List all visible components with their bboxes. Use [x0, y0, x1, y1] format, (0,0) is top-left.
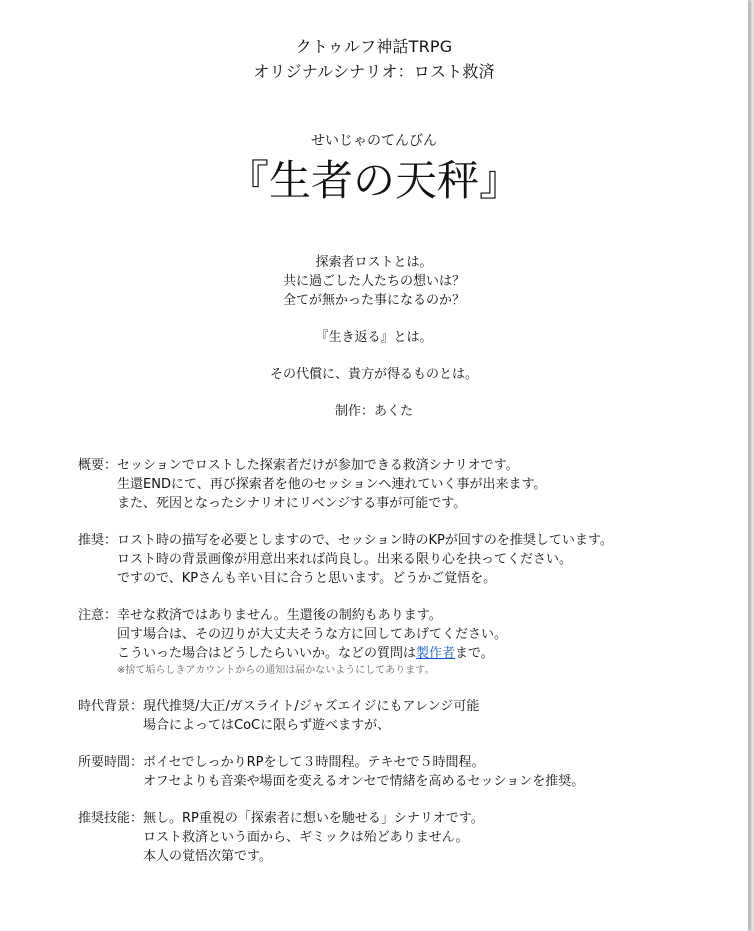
system-name: クトゥルフ神話TRPG	[295, 37, 453, 56]
intro-line: 全てが無かった事になるのか？	[282, 293, 465, 308]
section-line: 回す場合は、その辺りが大丈夫そうな方に回してあげてください。	[117, 627, 508, 642]
era-section	[78, 697, 718, 735]
section-label: 概要：	[78, 458, 118, 473]
section-line: 無し。RP重視の「探索者に想いを馳せる」シナリオです。	[143, 811, 484, 826]
intro-line: 探索者ロストとは。	[315, 255, 433, 270]
question-prefix: こういった場合はどうしたらいいか。などの質問は	[117, 646, 417, 661]
recommend-section	[78, 531, 718, 588]
section-line: 本人の覚悟次第です。	[143, 849, 272, 864]
scenario-details	[78, 456, 718, 884]
section-label: 推奨：	[78, 533, 118, 548]
section-label: 所要時間：	[78, 755, 144, 770]
section-line: ロスト救済という面から、ギミックは殆どありません。	[143, 830, 469, 845]
section-line: 現代推奨/大正/ガスライト/ジャズエイジにもアレンジ可能	[143, 699, 480, 714]
section-line: オフセよりも音楽や場面を変えるオンセで情緒を高めるセッションを推奨。	[143, 774, 585, 789]
section-line: 幸せな救済ではありません。生還後の制約もあります。	[117, 608, 442, 623]
section-label: 注意：	[78, 608, 118, 623]
overview-section	[78, 456, 718, 513]
author-contact-link[interactable]: 製作者	[416, 646, 456, 661]
question-suffix: まで。	[455, 646, 494, 661]
caution-note: ※捨て垢らしきアカウントからの通知は届かないようにしてあります。	[117, 665, 435, 676]
skills-section	[78, 809, 718, 866]
section-line: ロスト時の描写を必要としますので、セッション時のKPが回すのを推奨しています。	[117, 533, 613, 548]
section-line: また、死因となったシナリオにリベンジする事が可能です。	[117, 496, 467, 511]
section-label: 時代背景：	[78, 699, 144, 714]
scenario-header	[0, 34, 748, 84]
intro-block	[0, 253, 748, 421]
section-line: ロスト時の背景画像が用意出来れば尚良し。出来る限り心を抉ってください。	[117, 552, 573, 567]
intro-line: 『生き返る』とは。	[315, 330, 433, 345]
section-line: 生還ENDにて、再び探索者を他のセッションへ連れていく事が出来ます。	[117, 477, 547, 492]
time-section	[78, 753, 718, 791]
section-line: 場合によってはCoCに限らず遊べますが、	[143, 718, 391, 733]
title-reading: せいじゃのてんびん	[311, 133, 437, 149]
intro-line: その代償に、貴方が得るものとは。	[269, 367, 478, 382]
scenario-type: オリジナルシナリオ：ロスト救済	[253, 62, 495, 81]
section-line: ボイセでしっかりRPをして３時間程。テキセで５時間程。	[143, 755, 485, 770]
section-line: セッションでロストした探索者だけが参加できる救済シナリオです。	[117, 458, 519, 473]
section-label: 推奨技能：	[78, 811, 144, 826]
scenario-title: 『生者の天秤』	[226, 156, 521, 205]
intro-line: 共に過ごした人たちの想いは？	[282, 274, 465, 289]
question-line	[117, 644, 507, 663]
section-line: ですので、KPさんも辛い目に合うと思います。どうかご覚悟を。	[117, 571, 497, 586]
caution-section	[78, 606, 718, 679]
author-credit: 制作：あくた	[334, 404, 413, 419]
